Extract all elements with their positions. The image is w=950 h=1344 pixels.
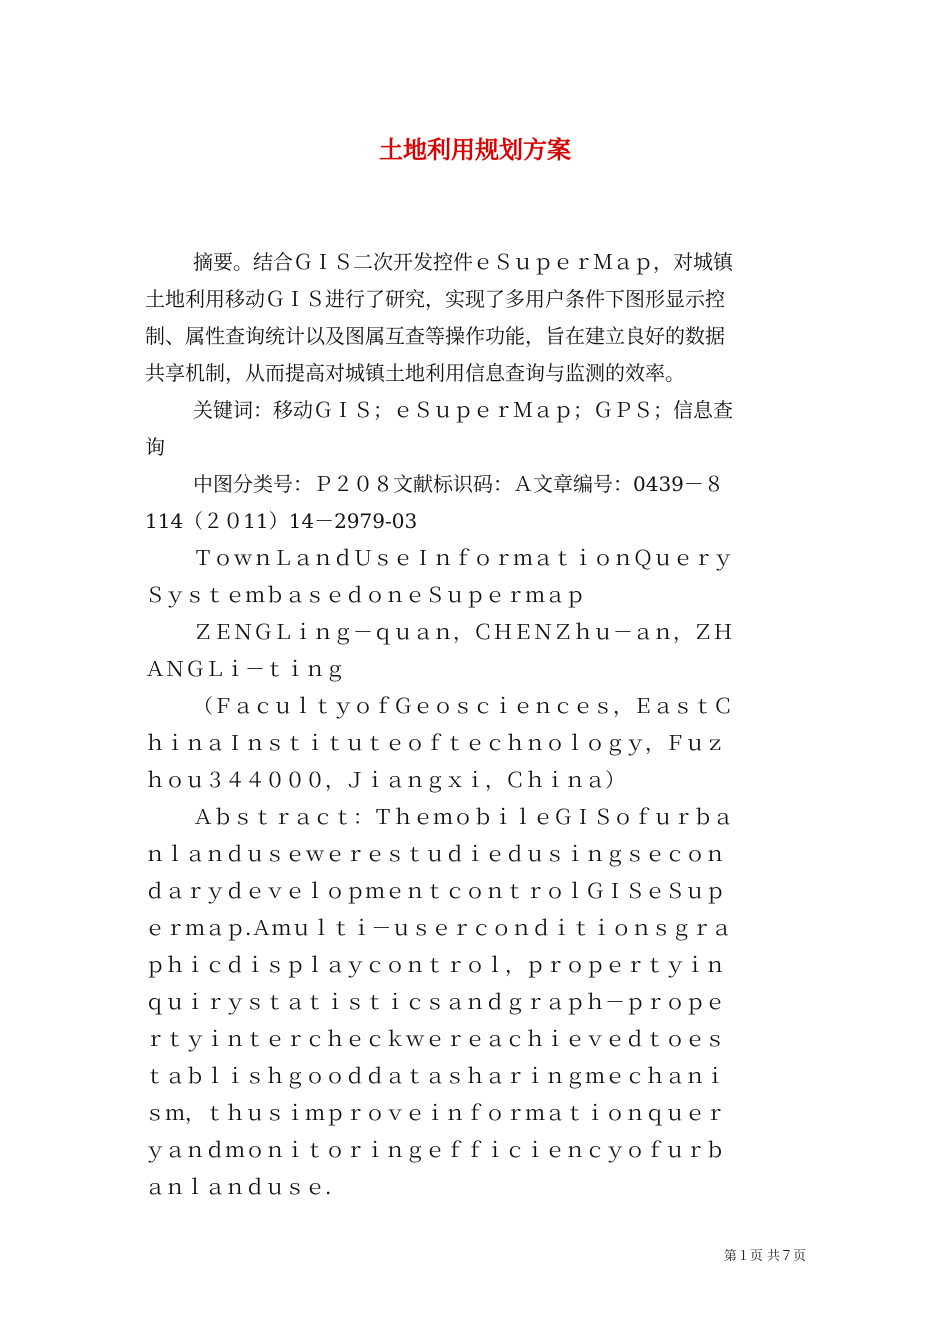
text-line: ｙａｎｄｍｏｎｉｔｏｒｉｎｇｅｆｆｉｃｉｅｎｃｙｏｆｕｒｂ	[145, 1138, 725, 1162]
text-line: 114（２０11）14－2979-03	[145, 509, 418, 533]
text-line: ＴｏｗｎＬａｎｄＵｓｅＩｎｆｏｒｍａｔｉｏｎＱｕｅｒｙ	[193, 546, 733, 570]
text-line: ｈｏｕ３４４０００，Ｊｉａｎｇｘｉ，Ｃｈｉｎａ）	[145, 768, 625, 792]
text-line: ｈｉｎａＩｎｓｔｉｔｕｔｅｏｆｔｅｃｈｎｏｌｏｇｙ，Ｆｕｚ	[145, 731, 725, 755]
text-line: ＺＥＮＧＬｉｎｇ－ｑｕａｎ，ＣＨＥＮＺｈｕ－ａｎ，ＺＨ	[193, 620, 733, 644]
text-line: 土地利用移动ＧＩＳ进行了研究，实现了多用户条件下图形显示控	[145, 287, 725, 311]
text-line: 中图分类号：Ｐ２０８文献标识码：Ａ文章编号：0439－８	[193, 472, 724, 496]
text-line: ｅｒｍａｐ.Ａｍｕｌｔｉ－ｕｓｅｒｃｏｎｄｉｔｉｏｎｓｇｒａ	[145, 916, 732, 940]
text-line: 关键词：移动ＧＩＳ；ｅＳｕｐｅｒＭａｐ；ＧＰＳ；信息查	[193, 398, 733, 422]
text-line: ＡＮＧＬｉ－ｔｉｎｇ	[145, 657, 345, 681]
text-line: ｎｌａｎｄｕｓｅｗｅｒｅｓｔｕｄｉｅｄｕｓｉｎｇｓｅｃｏｎ	[145, 842, 725, 866]
text-line: 制、属性查询统计以及图属互查等操作功能，旨在建立良好的数据	[145, 324, 725, 348]
text-line: ｔａｂｌｉｓｈｇｏｏｄｄａｔａｓｈａｒｉｎｇｍｅｃｈａｎｉ	[145, 1064, 725, 1088]
text-line: ａｎｌａｎｄｕｓｅ.	[145, 1175, 332, 1199]
text-line: Ａｂｓｔｒａｃｔ：ＴｈｅｍｏｂｉｌｅＧＩＳｏｆｕｒｂａ	[193, 805, 733, 829]
text-line: ｒｔｙｉｎｔｅｒｃｈｅｃｋｗｅｒｅａｃｈｉｅｖｅｄｔｏｅｓ	[145, 1027, 725, 1051]
document-body	[145, 244, 805, 1206]
text-line: ＳｙｓｔｅｍｂａｓｅｄｏｎｅＳｕｐｅｒｍａｐ	[145, 583, 585, 607]
text-line: 询	[145, 435, 165, 459]
text-line: ｄａｒｙｄｅｖｅｌｏｐｍｅｎｔｃｏｎｔｒｏｌＧＩＳｅＳｕｐ	[145, 879, 725, 903]
text-line: ｓｍ，ｔｈｕｓｉｍｐｒｏｖｅｉｎｆｏｒｍａｔｉｏｎｑｕｅｒ	[145, 1101, 725, 1125]
text-line: （ＦａｃｕｌｔｙｏｆＧｅｏｓｃｉｅｎｃｅｓ，ＥａｓｔＣ	[193, 694, 733, 718]
text-line: ｐｈｉｃｄｉｓｐｌａｙｃｏｎｔｒｏｌ，ｐｒｏｐｅｒｔｙｉｎ	[145, 953, 725, 977]
page-indicator: 第１页 共７页	[723, 1249, 806, 1264]
text-line: 共享机制，从而提高对城镇土地利用信息查询与监测的效率。	[145, 361, 685, 385]
text-line: 摘要。结合ＧＩＳ二次开发控件ｅＳｕｐｅｒＭａｐ，对城镇	[193, 250, 733, 274]
text-line: ｑｕｉｒｙｓｔａｔｉｓｔｉｃｓａｎｄｇｒａｐｈ－ｐｒｏｐｅ	[145, 990, 725, 1014]
page-title: 土地利用规划方案	[379, 136, 571, 164]
